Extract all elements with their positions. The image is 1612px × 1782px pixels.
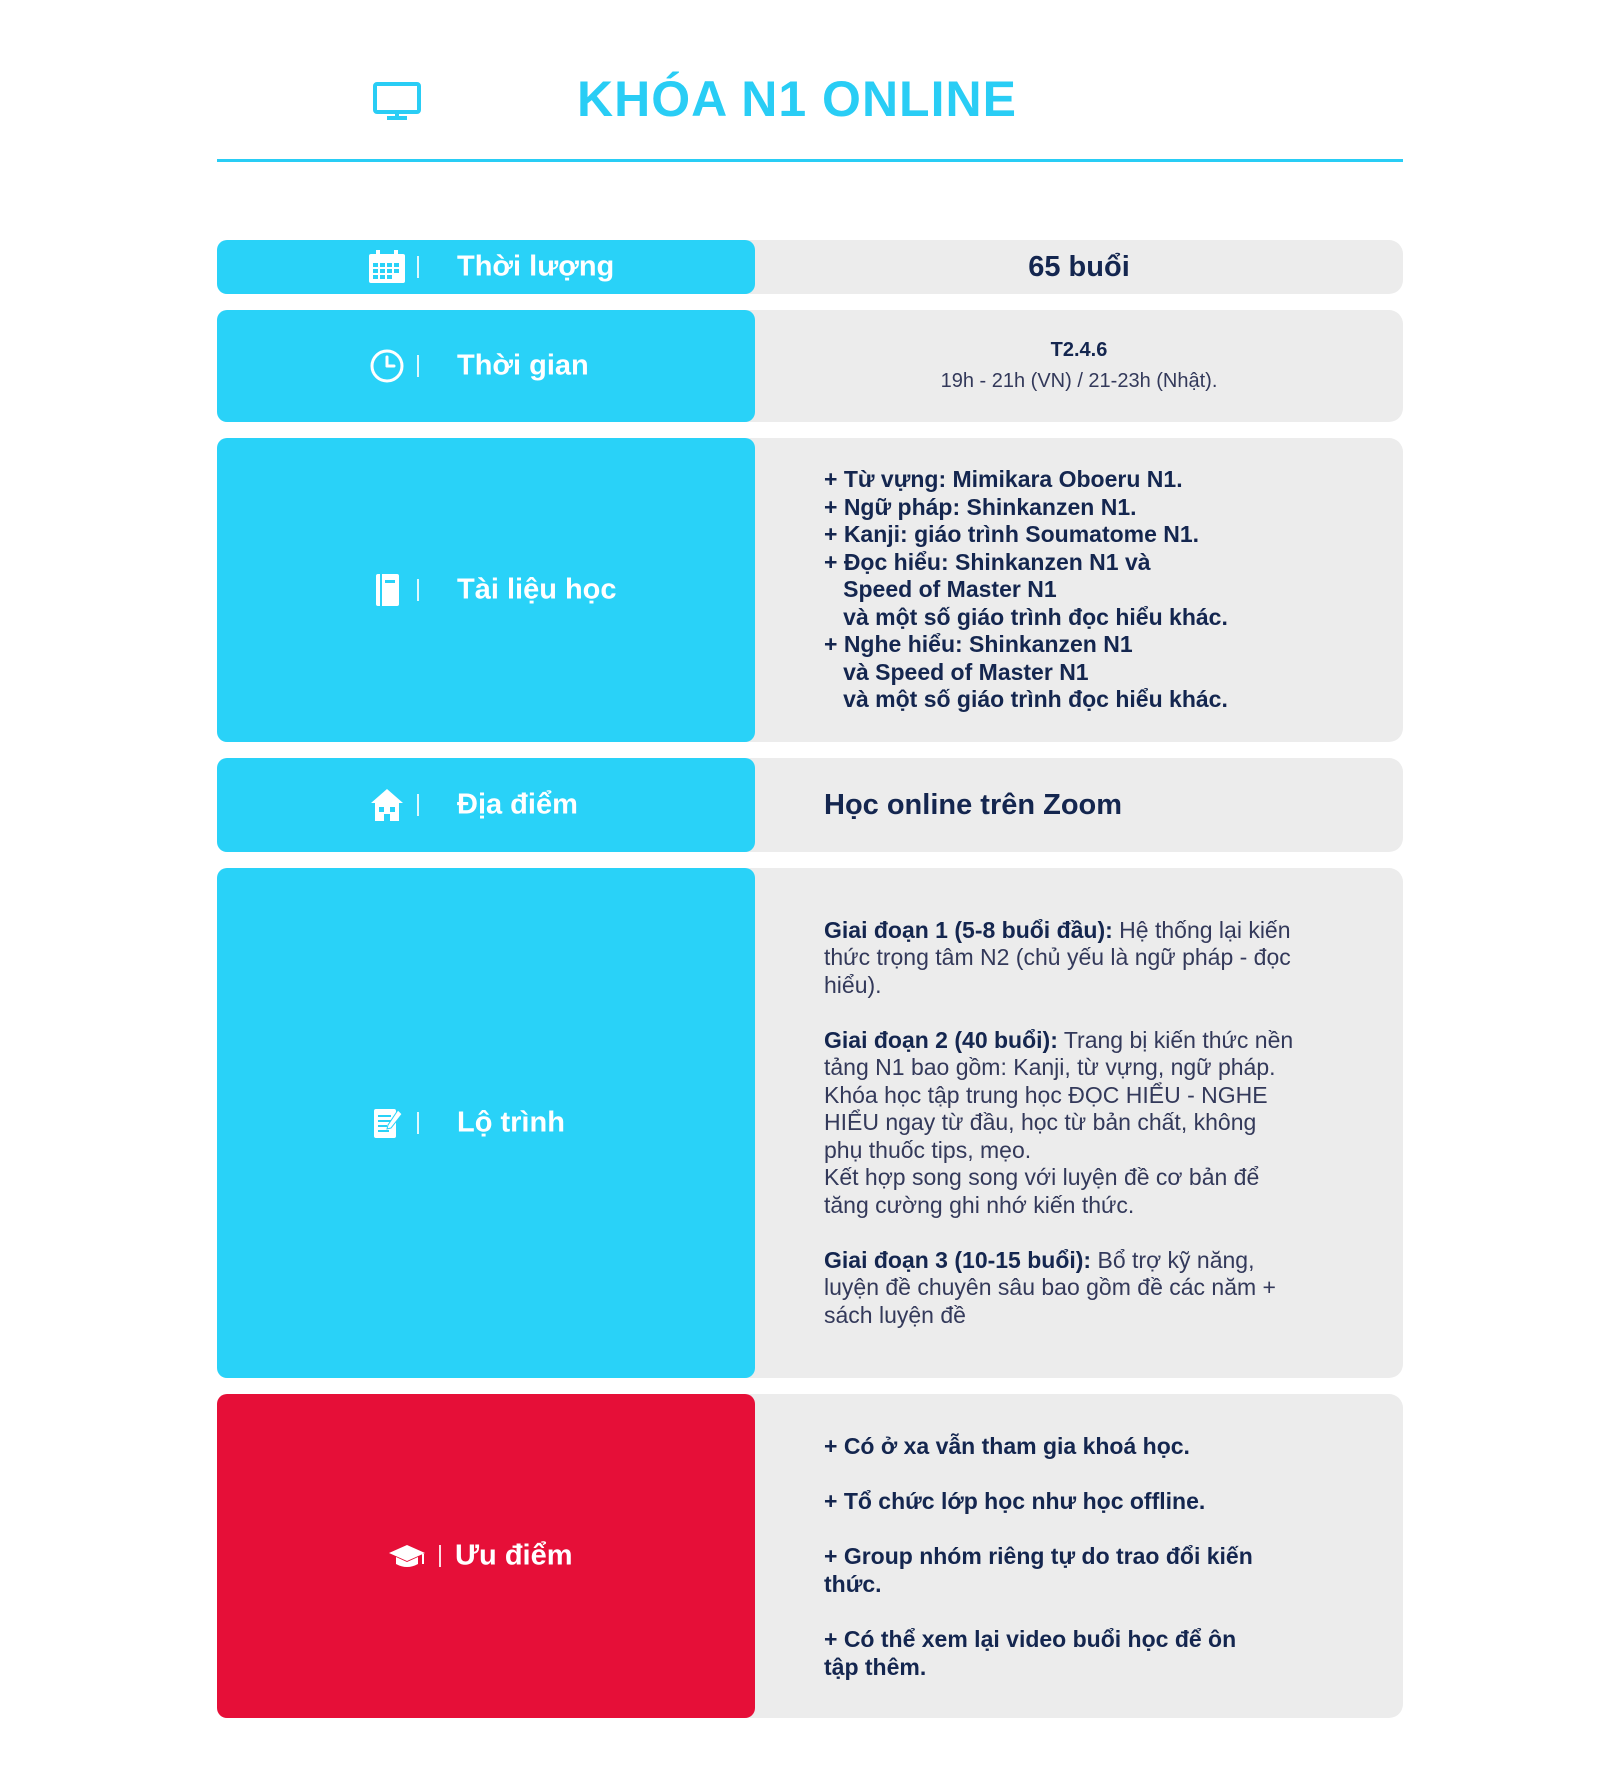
list-item: + Group nhóm riêng tự do trao đổi kiến thức.: [824, 1542, 1253, 1597]
value-advantages: [735, 1394, 1403, 1718]
value-materials: [735, 438, 1403, 742]
label-text: Địa điểm: [457, 788, 578, 821]
roadmap-stages: [755, 917, 1295, 1330]
page-title: KHÓA N1 ONLINE: [577, 71, 1017, 127]
list-item: + Đọc hiểu: Shinkanzen N1 và: [824, 548, 1151, 575]
label-roadmap: [217, 868, 755, 1378]
separator: [439, 1545, 441, 1567]
house-icon: [367, 785, 407, 825]
list-item: + Từ vựng: Mimikara Oboeru N1.: [824, 466, 1183, 493]
label-text: Thời gian: [457, 349, 589, 382]
label-time: [217, 310, 755, 422]
list-item: Speed of Master N1: [824, 576, 1057, 603]
label-advantages: [217, 1394, 755, 1718]
separator: [417, 1112, 419, 1134]
row-roadmap: [217, 868, 1403, 1378]
book-icon: [367, 570, 407, 610]
schedule-days: T2.4.6: [1050, 339, 1108, 361]
list-item: và một số giáo trình đọc hiểu khác.: [824, 603, 1228, 630]
stage-title: Giai đoạn 3 (10-15 buổi):: [824, 1246, 1092, 1273]
separator: [417, 256, 419, 278]
stage-text: Trang bị kiến thức nền tảng N1 bao gồm: Kanji, từ vựng, ngữ pháp.: [824, 1026, 1294, 1081]
graduation-cap-icon: [387, 1536, 427, 1576]
roadmap-stage: [824, 1247, 1295, 1330]
label-materials: [217, 438, 755, 742]
value-time: [735, 310, 1403, 422]
monitor-icon: [373, 82, 421, 122]
advantages-list: [755, 1432, 1315, 1681]
checklist-icon: [367, 1103, 407, 1143]
list-item: + Ngữ pháp: Shinkanzen N1.: [824, 493, 1137, 520]
roadmap-stage: [824, 917, 1295, 1000]
stage-title: Giai đoạn 2 (40 buổi):: [824, 1026, 1058, 1053]
stage-text: Kết hợp song song với luyện đề cơ bản để tăng cường ghi nhớ kiến thức.: [824, 1164, 1260, 1218]
label-text: Ưu điểm: [455, 1539, 573, 1572]
header: [217, 50, 1403, 162]
duration-value: 65 buổi: [1028, 250, 1130, 283]
stage-text: Khóa học tập trung học ĐỌC HIỂU - NGHE HIỂU ngay từ đầu, học từ bản chất, không phụ thuốc tips, mẹo.: [824, 1081, 1268, 1163]
stage-text: Hệ thống lại kiến thức trọng tâm N2 (chủ yếu là ngữ pháp - đọc hiểu).: [824, 916, 1291, 998]
location-value: Học online trên Zoom: [824, 788, 1123, 821]
row-duration: [217, 240, 1403, 294]
calendar-icon: [367, 247, 407, 287]
row-materials: [217, 438, 1403, 742]
list-item: + Có thể xem lại video buổi học để ôn tập thêm.: [824, 1625, 1237, 1680]
separator: [417, 579, 419, 601]
label-location: [217, 758, 755, 852]
label-text: Tài liệu học: [457, 573, 617, 606]
list-item: + Nghe hiểu: Shinkanzen N1: [824, 631, 1133, 658]
label-duration: [217, 240, 755, 294]
separator: [417, 355, 419, 377]
materials-list: [755, 466, 1228, 714]
schedule-hours: 19h - 21h (VN) / 21-23h (Nhật).: [940, 370, 1218, 392]
roadmap-stage: [824, 1027, 1295, 1220]
stage-title: Giai đoạn 1 (5-8 buổi đầu):: [824, 916, 1113, 943]
value-duration: [735, 240, 1403, 294]
list-item: và một số giáo trình đọc hiểu khác.: [824, 686, 1228, 713]
list-item: + Có ở xa vẫn tham gia khoá học.: [824, 1432, 1190, 1459]
row-location: [217, 758, 1403, 852]
row-advantages: [217, 1394, 1403, 1718]
label-text: Lộ trình: [457, 1106, 565, 1139]
list-item: + Tổ chức lớp học như học offline.: [824, 1487, 1206, 1514]
value-roadmap: [735, 868, 1403, 1378]
list-item: + Kanji: giáo trình Soumatome N1.: [824, 521, 1200, 548]
clock-icon: [367, 346, 407, 386]
value-location: [735, 758, 1403, 852]
row-time: [217, 310, 1403, 422]
list-item: và Speed of Master N1: [824, 658, 1089, 685]
stage-text: Bổ trợ kỹ năng, luyện đề chuyên sâu bao gồm đề các năm + sách luyện đề: [824, 1246, 1276, 1328]
separator: [417, 794, 419, 816]
label-text: Thời lượng: [457, 250, 615, 283]
